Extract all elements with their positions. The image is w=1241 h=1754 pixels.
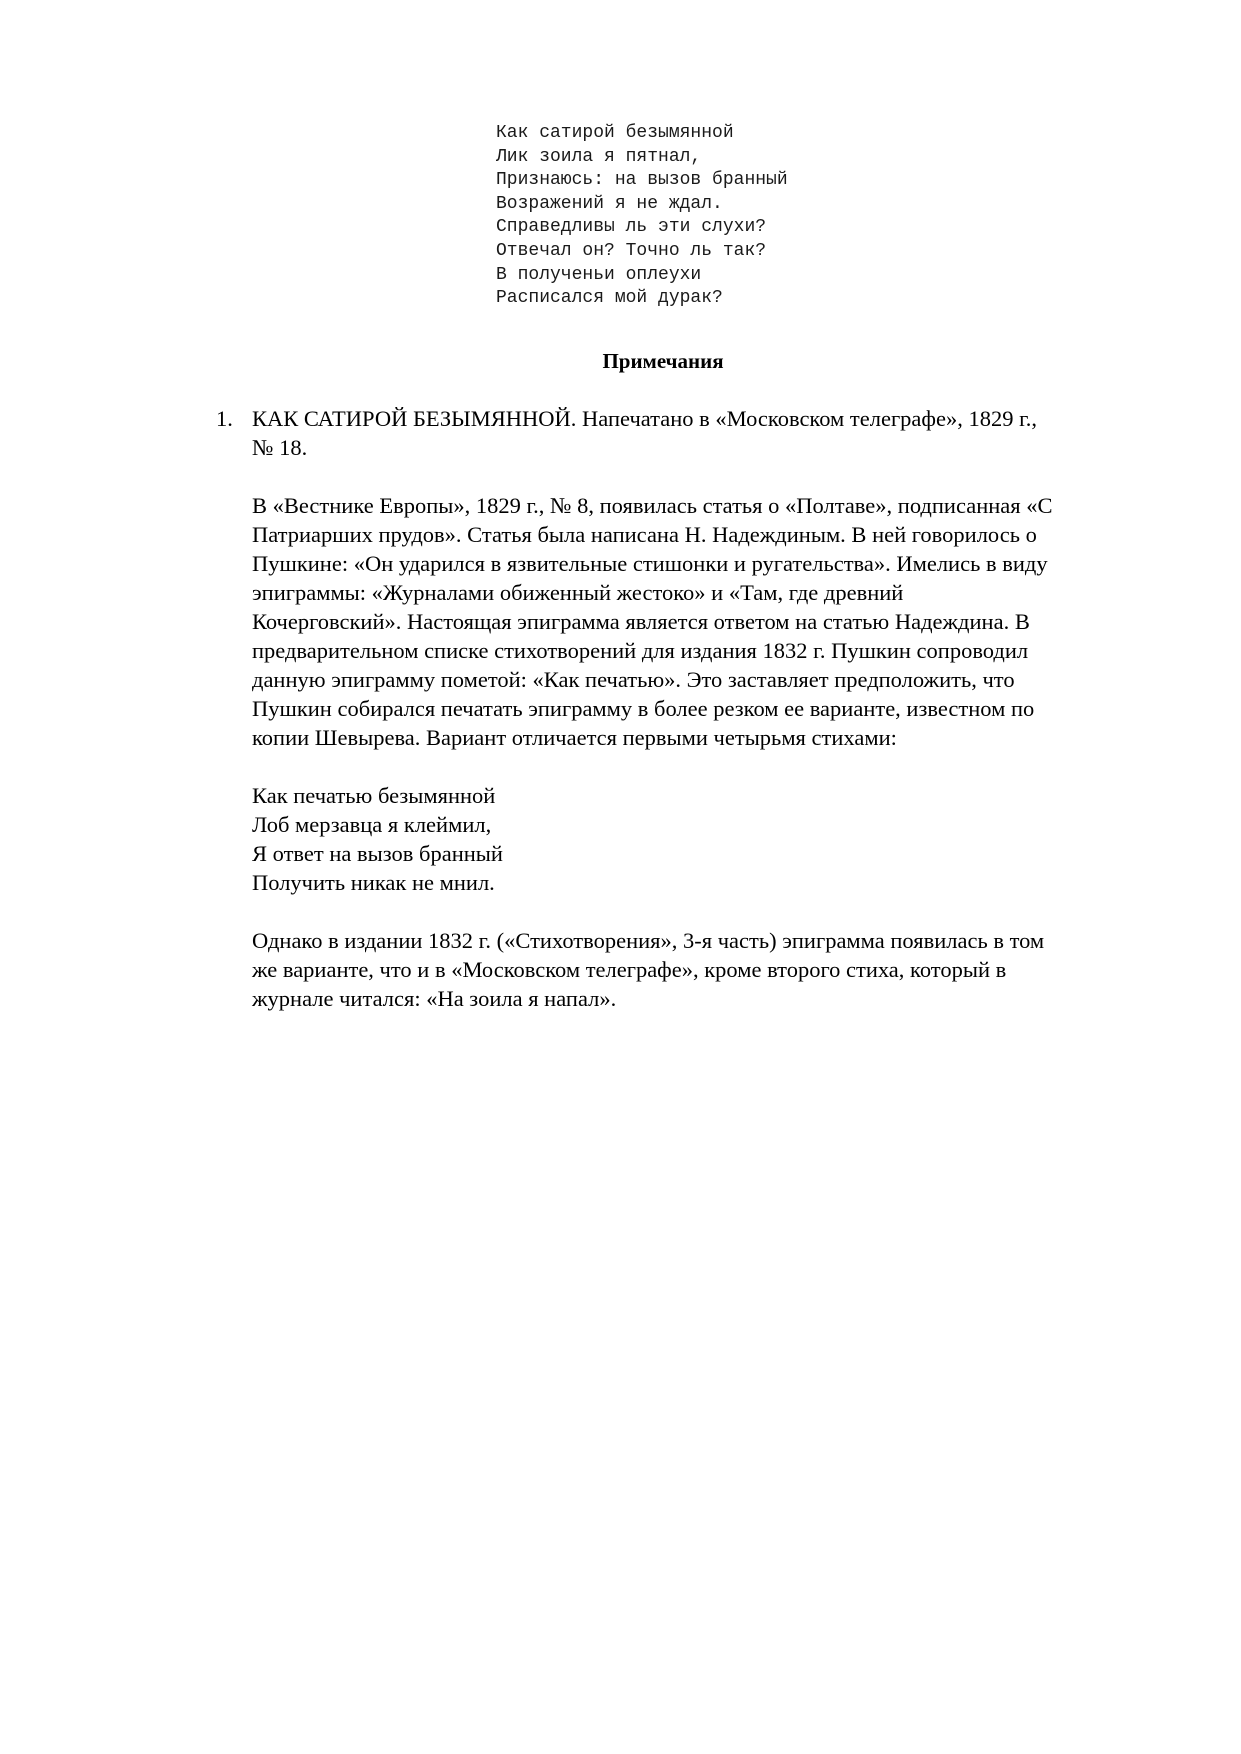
note-heading-line: № 18. (252, 435, 308, 460)
note-closing-line: журнале читался: «На зоила я напал». (252, 986, 617, 1011)
note-body (252, 404, 1152, 1042)
poem-line: Признаюсь: на вызов бранный (496, 170, 788, 191)
note-paragraph-line: предварительном списке стихотворений для издания 1832 г. Пушкин сопроводил (252, 638, 1029, 663)
variant-line: Получить никак не мнил. (252, 870, 495, 895)
note-paragraph-line: Кочерговский». Настоящая эпиграмма является ответом на статью Надеждина. В (252, 609, 1030, 634)
poem-line: Как сатирой безымянной (496, 123, 734, 143)
poem-line: Отвечал он? Точно ль так? (496, 240, 767, 261)
variant-line: Лоб мерзавца я клеймил, (252, 812, 492, 837)
note-paragraph-line: Пушкин собирался печатать эпиграмму в более резком ее варианте, известном по (252, 696, 1035, 721)
note-paragraph-line: В «Вестнике Европы», 1829 г., № 8, появилась статья о «Полтаве», подписанная «С (252, 493, 1053, 518)
poem-line: Лик зоила я пятнал, (496, 146, 702, 167)
note-paragraph-line: Пушкине: «Он ударился в язвительные стишонки и ругательства». Имелись в виду (252, 551, 1048, 576)
note-paragraph-line: эпиграммы: «Журналами обиженный жестоко» и «Там, где древний (252, 580, 904, 605)
note-paragraph-line: Патриарших прудов». Статья была написана Н. Надеждиным. В ней говорилось о (252, 522, 1037, 547)
epigram-poem (496, 122, 788, 311)
note-closing-line: Однако в издании 1832 г. («Стихотворения», 3-я часть) эпиграмма появилась в том (252, 928, 1045, 953)
poem-line: Справедливы ль эти слухи? (496, 217, 767, 238)
note-paragraph (252, 491, 1152, 752)
poem-line: Расписался мой дурак? (496, 288, 723, 309)
notes-title: Примечания (602, 349, 724, 373)
note-paragraph-line: копии Шевырева. Вариант отличается первыми четырьмя стихами: (252, 725, 897, 750)
poem-line: Возражений я не ждал. (496, 193, 723, 214)
note-heading-line: КАК САТИРОЙ БЕЗЫМЯННОЙ. Напечатано в «Московском телеграфе», 1829 г., (252, 406, 1038, 431)
variant-verse (252, 781, 1152, 897)
note-closing-paragraph (252, 926, 1152, 1013)
variant-line: Как печатью безымянной (252, 783, 496, 808)
note-number: 1. (216, 406, 233, 431)
note-paragraph-line: данную эпиграмму пометой: «Как печатью». Это заставляет предположить, что (252, 667, 1015, 692)
note-heading (252, 404, 1152, 462)
note-closing-line: же варианте, что и в «Московском телеграфе», кроме второго стиха, который в (252, 957, 1007, 982)
poem-line: В полученьи оплеухи (496, 264, 702, 285)
variant-line: Я ответ на вызов бранный (252, 841, 503, 866)
